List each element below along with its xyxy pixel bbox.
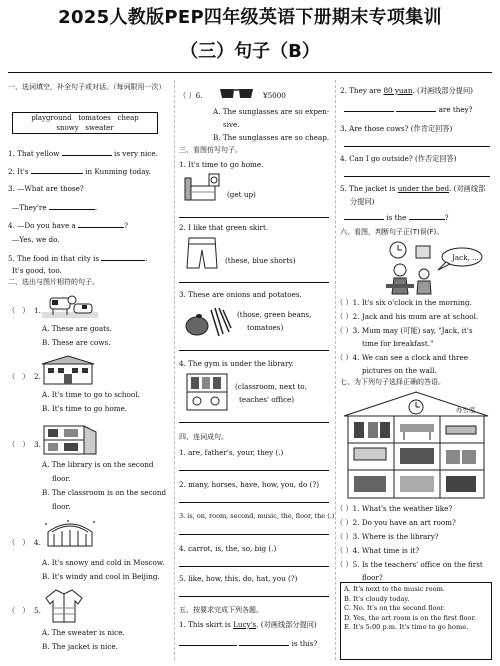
answer-paren[interactable]: （ ） bbox=[8, 372, 30, 381]
fill-blank[interactable] bbox=[344, 212, 384, 220]
rewrite-4: 4. The gym is under the library. bbox=[179, 359, 294, 368]
header-rule bbox=[8, 72, 492, 73]
section-5-title: 五、按要求完成下列各题。 bbox=[179, 606, 263, 614]
match-item-3-option-b: B. The classroom is on the second bbox=[42, 488, 167, 497]
match-item-3-option-a-line-2: floor. bbox=[52, 474, 71, 483]
answer-line[interactable] bbox=[179, 534, 329, 535]
answer-paren[interactable]: （ ） bbox=[336, 560, 353, 569]
answer-option-a: A. It's next to the music room. bbox=[344, 585, 445, 593]
match-reply-2: （ ）2. Do you have an art room? bbox=[336, 518, 456, 527]
column-3 bbox=[335, 80, 493, 660]
bed-picture-icon bbox=[183, 172, 223, 206]
match-item-4-option-b: B. It's windy and cool in Beijing. bbox=[42, 572, 160, 581]
breakfast-scene-picture bbox=[386, 240, 486, 296]
match-item-1-option-a: A. These are goats. bbox=[42, 324, 112, 333]
match-reply-1: （ ）1. What's the weather like? bbox=[336, 504, 453, 513]
answer-line[interactable] bbox=[179, 422, 329, 423]
judge-2: （ ）2. Jack and his mum are at school. bbox=[336, 312, 479, 321]
answer-line[interactable] bbox=[344, 146, 490, 147]
judge-1: （ ）1. It's six o'clock in the morning. bbox=[336, 298, 472, 307]
match-item-1-number: 1. bbox=[34, 306, 41, 315]
answer-option-d: D. Yes, the art room is on the first floor. bbox=[344, 613, 476, 622]
column-1 bbox=[8, 80, 172, 660]
sunglasses-icon bbox=[219, 86, 255, 100]
match-item-6-option-a-line-2: sive. bbox=[223, 120, 240, 129]
column-2 bbox=[174, 80, 335, 660]
section-1-title: 一、选词填空，补全句子或对话。（每词限用一次） bbox=[8, 83, 166, 91]
transform-5-line-2: 分提问) bbox=[350, 197, 375, 206]
shorts-picture-icon bbox=[185, 236, 219, 272]
page-title: 2025人教版PEP四年级英语下册期末专项集训 bbox=[58, 7, 442, 28]
match-item-2-option-a: A. It's time to go to school. bbox=[42, 390, 140, 399]
answer-paren[interactable]: （ ） bbox=[8, 440, 30, 449]
rewrite-4-hint-1: (classroom, next to, bbox=[235, 382, 307, 391]
section-7-title: 七、为下列句子选择正确的答语。 bbox=[340, 378, 445, 386]
match-item-3-option-a: A. The library is on the second bbox=[42, 460, 154, 469]
page-subtitle: （三）句子（B） bbox=[180, 41, 320, 62]
match-reply-5-line-2: floor? bbox=[362, 573, 383, 582]
match-item-3-number: 3. bbox=[34, 440, 41, 449]
fill-q4-answer: —Yes, we do. bbox=[12, 235, 60, 244]
match-item-4-option-a: A. It's snowy and cold in Moscow. bbox=[42, 558, 165, 567]
answer-paren[interactable]: （ ） bbox=[336, 546, 353, 555]
match-reply-5: （ ）5. Is the teachers' office on the first bbox=[336, 560, 483, 569]
match-item-2-option-b: B. It's time to go home. bbox=[42, 404, 128, 413]
fill-blank[interactable] bbox=[179, 638, 237, 646]
fill-q4: 4. —Do you have a ? bbox=[8, 221, 128, 230]
order-4: 4. carrot, is, the, so, big (.) bbox=[179, 544, 277, 553]
fill-blank[interactable] bbox=[31, 166, 83, 174]
snowy-city-icon bbox=[42, 518, 98, 550]
answer-line[interactable] bbox=[179, 566, 329, 567]
match-item-1-option-b: B. These are cows. bbox=[42, 338, 111, 347]
fill-q3: 3. —What are those? bbox=[8, 184, 84, 193]
transform-4: 4. Can I go outside? (作否定回答) bbox=[340, 154, 457, 163]
transform-5-answer: is the ? bbox=[344, 212, 449, 223]
match-reply-4: （ ）4. What time is it? bbox=[336, 546, 420, 555]
order-2: 2. many, horses, have, how, you, do (?) bbox=[179, 480, 320, 489]
rewrite-3-hint-1: (those, green beans, bbox=[237, 310, 312, 319]
answer-options-box bbox=[340, 582, 492, 660]
match-item-6-option-b: B. The sunglasses are so cheap. bbox=[213, 133, 330, 142]
answer-paren[interactable]: （ ） bbox=[8, 306, 30, 315]
transform-1-answer: is this? bbox=[179, 638, 317, 649]
fill-blank[interactable] bbox=[409, 212, 445, 220]
transform-2-answer: are they? bbox=[344, 104, 473, 115]
answer-line[interactable] bbox=[179, 217, 329, 218]
section-3-title: 三、看图仿写句子。 bbox=[179, 146, 242, 154]
answer-option-c: C. No. It's on the second floor. bbox=[344, 604, 445, 613]
answer-paren[interactable]: （ ） bbox=[336, 312, 353, 321]
section-2-title: 二、选出与图片相符的句子。 bbox=[8, 278, 99, 286]
transform-5: 5. The jacket is under the bed. (对画线部 bbox=[340, 184, 486, 193]
answer-paren[interactable]: （ ） bbox=[336, 518, 353, 527]
match-item-6-number[interactable]: （ ）6. bbox=[179, 91, 203, 100]
match-item-3-option-b-line-2: floor. bbox=[52, 502, 71, 511]
answer-line[interactable] bbox=[344, 176, 490, 177]
rewrite-2-hint: (these, blue shorts) bbox=[225, 256, 296, 265]
answer-line[interactable] bbox=[179, 282, 329, 283]
vegetables-picture-icon bbox=[185, 304, 233, 338]
section-6-title: 六、看图，判断句子正(T)误(F)。 bbox=[340, 228, 444, 236]
answer-paren[interactable]: （ ） bbox=[8, 606, 30, 615]
match-item-6-option-a: A. The sunglasses are so expen- bbox=[213, 107, 330, 116]
answer-paren[interactable]: （ ） bbox=[336, 298, 353, 307]
rewrite-3: 3. These are onions and potatoes. bbox=[179, 290, 302, 299]
match-item-5-option-b: B. The jacket is nice. bbox=[42, 642, 118, 651]
library-building-icon bbox=[42, 422, 98, 456]
rewrite-1: 1. It's time to go home. bbox=[179, 160, 264, 169]
word-box bbox=[12, 112, 158, 134]
office-label: 办公室 bbox=[456, 406, 476, 414]
judge-4: （ ）4. We can see a clock and three bbox=[336, 353, 469, 362]
match-reply-3: （ ）3. Where is the library? bbox=[336, 532, 439, 541]
fill-q3-answer: —They're . bbox=[12, 203, 98, 212]
cows-picture-icon bbox=[42, 290, 98, 320]
rewrite-1-hint: (get up) bbox=[227, 190, 256, 199]
answer-option-e: E. It's 5:00 p.m. It's time to go home. bbox=[344, 623, 469, 632]
word-box-line-1: playground tomatoes cheap bbox=[31, 114, 139, 122]
answer-line[interactable] bbox=[179, 350, 329, 351]
match-item-2-number: 2. bbox=[34, 372, 41, 381]
match-item-4-number: 4. bbox=[34, 538, 41, 547]
rewrite-2: 2. I like that green skirt. bbox=[179, 223, 269, 232]
judge-3: （ ）3. Mum may (可能) say, "Jack, it's bbox=[336, 326, 473, 335]
match-item-5-number: 5. bbox=[34, 606, 41, 615]
fill-blank[interactable] bbox=[239, 638, 289, 646]
judge-3-line-2: time for breakfast." bbox=[362, 339, 434, 348]
order-1: 1. are, father's, your, they (.) bbox=[179, 448, 284, 457]
order-5: 5. like, how, this, do, hat, you (?) bbox=[179, 574, 298, 583]
fill-q2: 2. It's in Kunming today. bbox=[8, 167, 151, 176]
answer-paren[interactable]: （ ） bbox=[8, 538, 30, 547]
transform-3: 3. Are those cows? (作肯定回答) bbox=[340, 124, 453, 133]
answer-option-b: B. It's cloudy today. bbox=[344, 594, 410, 603]
fill-blank[interactable] bbox=[344, 104, 394, 112]
answer-line[interactable] bbox=[179, 502, 329, 503]
section-4-title: 四、连词成句。 bbox=[179, 433, 228, 441]
word-box-line-2: snowy sweater bbox=[56, 123, 114, 132]
fill-q5: 5. The food in that city is . bbox=[8, 254, 148, 263]
rewrite-3-hint-2: tomatoes) bbox=[247, 323, 284, 332]
speech-bubble-text: Jack, ... bbox=[452, 253, 479, 262]
transform-1: 1. This skirt is Lucy's. (对画线部分提问) bbox=[179, 620, 317, 629]
jacket-icon bbox=[44, 588, 84, 624]
order-3: 3. is, on, room, second, music, the, floor, the (.) bbox=[179, 512, 335, 520]
library-gym-picture-icon bbox=[185, 372, 229, 412]
fill-blank[interactable] bbox=[62, 148, 112, 156]
sunglasses-price: ¥5000 bbox=[263, 91, 286, 100]
match-item-5-option-a: A. The sweater is nice. bbox=[42, 628, 125, 637]
fill-blank[interactable] bbox=[101, 253, 145, 261]
answer-paren[interactable]: （ ） bbox=[336, 532, 353, 541]
rewrite-4-hint-2: teaches' office) bbox=[239, 395, 295, 404]
judge-4-line-2: pictures on the wall. bbox=[362, 366, 437, 375]
school-picture-icon bbox=[42, 356, 98, 386]
answer-paren[interactable]: （ ） bbox=[336, 504, 353, 513]
fill-q1: 1. That yellow is very nice. bbox=[8, 149, 158, 158]
fill-q5-line-2: It's good, too. bbox=[12, 266, 62, 275]
answer-paren[interactable]: （ ） bbox=[336, 353, 353, 362]
transform-2: 2. They are 80 yuan. (对画线部分提问) bbox=[340, 86, 473, 95]
answer-line[interactable] bbox=[179, 470, 329, 471]
answer-paren[interactable]: （ ） bbox=[336, 326, 353, 335]
fill-blank[interactable] bbox=[396, 104, 436, 112]
answer-line[interactable] bbox=[179, 596, 329, 597]
fill-blank[interactable] bbox=[78, 220, 124, 228]
fill-blank[interactable] bbox=[49, 202, 95, 210]
